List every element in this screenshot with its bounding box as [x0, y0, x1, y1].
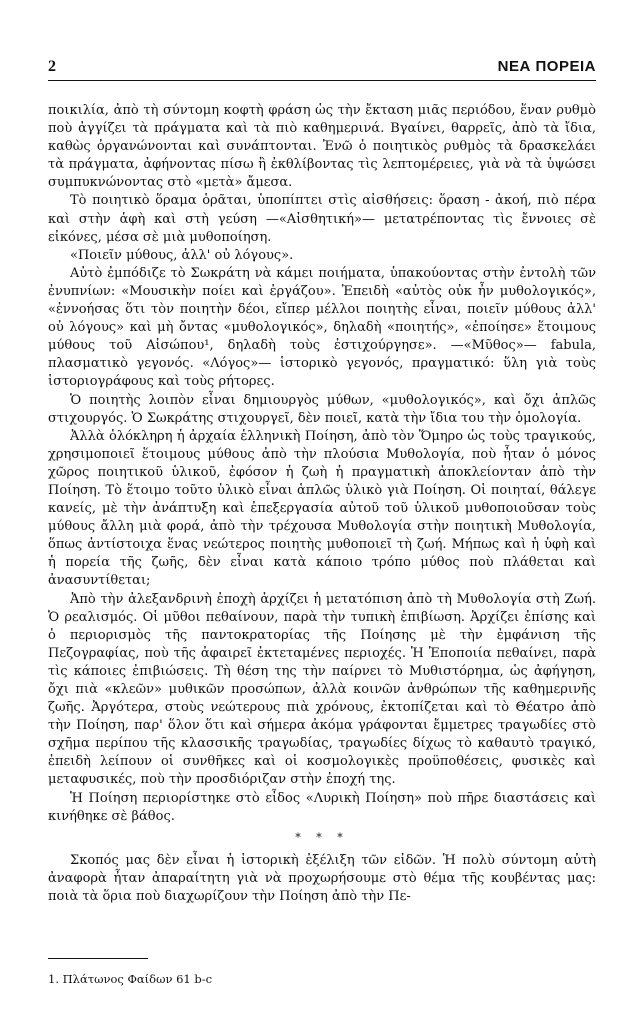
page-number: 2 [48, 58, 56, 75]
footnote-rule [48, 958, 148, 959]
section-separator: * * * [295, 830, 349, 844]
paragraph-6: Ἀλλὰ ὁλόκληρη ἡ ἀρχαία ἑλληνικὴ Ποίηση, ἀπὸ τὸν Ὅμηρο ὡς τοὺς τραγικούς, χρησιμοποιεῖ ἕτοιμους μύθους ἀπὸ τὴν πλούσια Μυθολογία, ποὺ ἦταν ὁ μόνος χῶρος ποιητικοῦ ὑλικοῦ, ἐφόσον ἡ ζωὴ ἡ πραγματικὴ ἀποκλείονταν ἀπὸ τὴν Ποίηση. Τὸ ἕτοιμο τοῦτο ὑλικὸ εἶναι ἁπλῶς ὑλικὸ γιὰ Ποίηση. Οἱ ποιηταί, θάλεγε κανείς, μὲ τὴν ἀνάπτυξη καὶ ἐπεξεργασία αὐτοῦ τοῦ ὑλικοῦ μυθοποιοῦσαν τοὺς μύθους ἄλλη μιὰ φορά, ἀπὸ τὴν τρέχουσα Μυθολογία στὴν ποιητικὴ Μυθολογία, ὅπως ἀντίστοιχα ἕνας νεώτερος ποιητὴς μυθοποιεῖ τὴ ζωή. Μήπως καὶ ἡ ὑφὴ καὶ ἡ πορεία τῆς ζωῆς, δὲν εἶναι κατὰ κάποιο τρόπο μύθος ποὺ πλάθεται καὶ ἀνασυντίθεται; [48, 428, 596, 589]
paragraph-2: Τὸ ποιητικὸ ὅραμα ὁρᾶται, ὑποπίπτει στὶς αἰσθήσεις: ὅραση - ἀκοή, πιὸ πέρα καὶ στὴν ἁφὴ καὶ στὴ γεύση —«Αἰσθητική»— μετατρέποντας τὶς ἔννοιες σὲ εἰκόνες, μέσα σὲ μιὰ μυθοποίηση. [48, 193, 596, 245]
running-header [48, 58, 596, 81]
paragraph-3: «Ποιεῖν μύθους, ἀλλ' οὐ λόγους». [70, 247, 294, 263]
paragraph-9: Σκοπός μας δὲν εἶναι ἡ ἱστορικὴ ἐξέλιξη τῶν εἰδῶν. Ἡ πολὺ σύντομη αὐτὴ ἀναφορὰ ἦταν ἀπαραίτητη γιὰ νὰ προχωρήσουμε στὸ θέμα τῆς κουβέντας μας: ποιὰ τὰ ὅρια ποὺ διαχωρίζουν τὴν Ποίηση ἀπὸ τὴν Πε- [48, 852, 596, 905]
footnote: 1. Πλάτωνος Φαίδων 61 b-c [48, 972, 213, 986]
journal-title: ΝΕΑ ΠΟΡΕΙΑ [497, 58, 596, 75]
paragraph-7: Ἀπὸ τὴν ἀλεξανδρινὴ ἐποχὴ ἀρχίζει ἡ μετατόπιση ἀπὸ τὴ Μυθολογία στὴ Ζωή. Ὁ ρεαλισμός. Οἱ μῦθοι πεθαίνουν, παρὰ τὴν τυπικὴ ἐπιβίωση. Ἀρχίζει ἐπίσης καὶ ὁ περιορισμὸς τῆς παντοκρατορίας τῆς Ποίησης μὲ τὴν ἐμφάνιση τῆς Πεζογραφίας, ποὺ τῆς ἀφαιρεῖ ἐκτεταμένες περιοχές. Ἡ Ἐποποιία πεθαίνει, παρὰ τὶς κάποιες ἐπιβιώσεις. Τὴ θέση της τὴν παίρνει τὸ Μυθιστόρημα, ὡς ἀφήγηση, ὄχι πιὰ «κλεῶν» μυθικῶν προσώπων, ἀλλὰ κοινῶν ἀνθρώπων τῆς καθημερινῆς ζωῆς. Ἀργότερα, στοὺς νεώτερους πιὰ χρόνους, ἐκτοπίζεται καὶ τὸ Θέατρο ἀπὸ τὴν Ποίηση, παρ' ὅλον ὅτι καὶ σήμερα ἀκόμα γράφονται ἔμμετρες τραγωδίες στὸ σχῆμα περίπου τῆς κλασσικῆς τραγωδίας, τραγωδίες δίχως τὸ καθαυτὸ τραγικό, ἐπειδὴ λείπουν οἱ συνθῆκες καὶ οἱ κοσμολογικὲς προϋποθέσεις, φυσικὲς καὶ μεταφυσικές, ποὺ τὴν προσδιόριζαν στὴν ἐποχή της. [48, 591, 596, 788]
paragraph-4: Αὐτὸ ἐμπόδιζε τὸ Σωκράτη νὰ κάμει ποιήματα, ὑπακούοντας στὴν ἐντολὴ τῶν ἐνυπνίων: «Μουσικὴν ποίει καὶ ἐργάζου». Ἐπειδὴ «αὐτὸς οὐκ ἦν μυθολογικός», «ἐννοήσας ὅτι τὸν ποιητὴν δέοι, εἴπερ μέλλοι ποιητὴς εἶναι, ποιεῖν μύθους ἀλλ' οὐ λόγους» καὶ μὴ ὄντας «μυθολογικός», δηλαδὴ «ποιητής», «ἐποίησε» ἕτοιμους μύθους τοῦ Αἰσώπου¹, δηλαδὴ τοὺς ἐστιχούργησε». —«Μῦθος»— fabula, πλασματικὸ γεγονός. «Λόγος»— ἱστορικὸ γεγονός, πραγματικό: ὕλη γιὰ τοὺς ἱστοριογράφους καὶ τοὺς ρήτορες. [48, 265, 596, 390]
paragraph-1: ποικιλία, ἀπὸ τὴ σύντομη κοφτὴ φράση ὡς τὴν ἔκταση μιᾶς περιόδου, ἕναν ρυθμὸ ποὺ ἀγγίζει τὰ πράγματα καὶ τὰ πιὸ καθημερινά. Βγαίνει, θαρρεῖς, ἀπὸ τὰ ἴδια, καθὼς ὀργανώνονται καὶ συνάπτονται. Ἐνῶ ὁ ποιητικὸς ρυθμὸς τὰ δρασκελάει τὰ πράγματα, ἀφήνοντας πίσω ἢ ἐκθλίβοντας τὶς λεπτομέρειες, γιὰ νὰ τὰ ὑψώσει συμπυκνώνοντας στὸ «μετὰ» ἄμεσα. [48, 103, 596, 191]
paragraph-8: Ἡ Ποίηση περιορίστηκε στὸ εἶδος «Λυρικὴ Ποίηση» ποὺ πῆρε διαστάσεις καὶ κινήθηκε σὲ βάθος. [48, 790, 596, 824]
paragraph-5: Ὁ ποιητὴς λοιπὸν εἶναι δημιουργὸς μύθων, «μυθολογικός», καὶ ὄχι ἁπλῶς στιχουργός. Ὁ Σωκράτης στιχουργεῖ, δὲν ποιεῖ, κατὰ τὴν ἴδια του τὴν ὁμολογία. [48, 392, 596, 426]
article-body [48, 102, 596, 906]
